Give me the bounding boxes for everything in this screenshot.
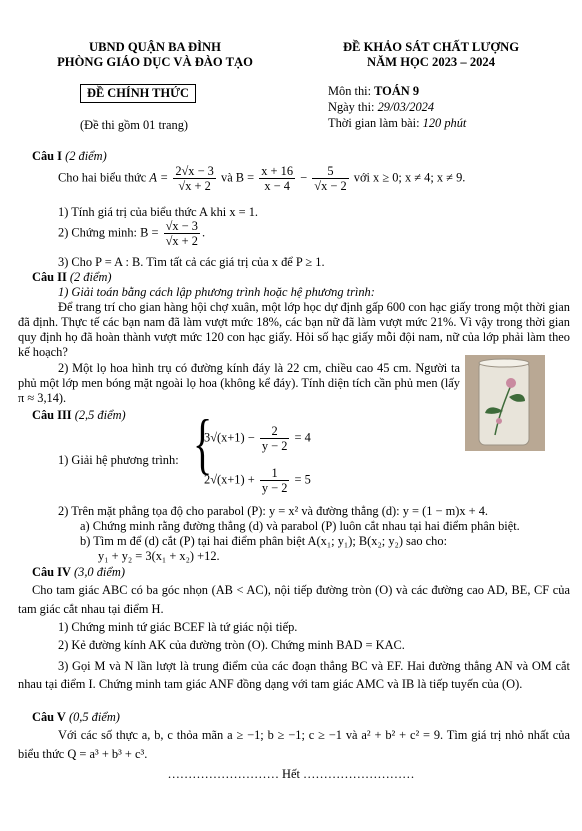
q3-part2a: a) Chứng minh rằng đường thẳng (d) và parabol (P) luôn cắt nhau tại hai điểm phân biệt.	[80, 519, 520, 533]
header-left-line2: PHÒNG GIÁO DỤC VÀ ĐÀO TẠO	[57, 55, 253, 69]
q4-intro: Cho tam giác ABC có ba góc nhọn (AB < AC), nội tiếp đường tròn (O) và các đường cao AD, BE, CF của tam giác cắt nhau tại điểm H.	[18, 583, 570, 616]
q3-part2b: b) Tìm m để (d) cắt (P) tại hai điểm phân biệt A(x₁; y₁); B(x₂; y₂) sao cho:	[80, 534, 448, 548]
q5-title: Câu V (0,5 điểm)	[32, 710, 120, 724]
q2-text2: 2) Một lọ hoa hình trụ có đường kính đáy là 22 cm, chiều cao 45 cm. Người ta phủ một lớp men bóng mặt ngoài lọ hoa (không kể đáy). Tính diện tích cần phủ men (lấy π ≈ 3,14).	[18, 361, 460, 405]
q3-part2b-eq: y₁ + y₂ = 3(x₁ + x₂) +12.	[98, 549, 220, 563]
q3-eq1: 3√(x+1) − $\frac{2}{y - 2}$ = 4	[204, 424, 311, 453]
official-badge: ĐỀ CHÍNH THỨC	[80, 84, 196, 103]
system-brace: {	[193, 404, 213, 482]
vase-image	[465, 355, 545, 451]
q3-part1: 1) Giải hệ phương trình:	[58, 453, 179, 467]
header-right-line1: ĐỀ KHẢO SÁT CHẤT LƯỢNG	[342, 40, 520, 54]
q4-part1: 1) Chứng minh tứ giác BCEF là tứ giác nội tiếp.	[58, 620, 298, 634]
header-right-line2: NĂM HỌC 2023 – 2024	[366, 55, 496, 69]
q1-part2: 2) Chứng minh: B = $\frac{√x - 3}{√x + 2}$ .	[58, 219, 206, 248]
q4-part2: 2) Kẻ đường kính AK của đường tròn (O). Chứng minh BAD = KAC.	[58, 638, 405, 652]
q1-expressions: Cho hai biểu thức A = $\frac{2√x - 3}{√x + 2}$ và B = $\frac{x + 16}{x - 4}$ − $\frac{5}{√x - 2}$ với x ≥ 0; x ≠ 4; x ≠ 9.	[58, 164, 466, 193]
q3-title: Câu III (2,5 điểm)	[32, 408, 126, 422]
q3-part2: 2) Trên mặt phẳng tọa độ cho parabol (P): y = x² và đường thẳng (d): y = (1 − m)x + 4.	[58, 504, 489, 518]
subject-line: Môn thi: TOÁN 9	[328, 84, 420, 98]
page-count: (Đề thi gồm 01 trang)	[80, 118, 189, 132]
date-line: Ngày thi: 29/03/2024	[328, 100, 435, 114]
q1-part3: 3) Cho P = A : B. Tìm tất cả các giá trị của x để P ≥ 1.	[58, 255, 325, 269]
q2-sub1: 1) Giải toán bằng cách lập phương trình hoặc hệ phương trình:	[58, 285, 375, 299]
q5-text: Với các số thực a, b, c thỏa mãn a ≥ −1; b ≥ −1; c ≥ −1 và a² + b² + c² = 9. Tìm giá trị nhỏ nhất của biểu thức Q = a³ + b³ + c³.	[18, 728, 570, 761]
time-line: Thời gian làm bài: 120 phút	[328, 116, 467, 130]
q1-title: Câu I (2 điểm)	[32, 149, 107, 163]
q4-part3: 3) Gọi M và N lần lượt là trung điểm của các đoạn thẳng BC và EF. Hai đường thẳng AN và OM cắt nhau tại điểm I. Chứng minh tam giác ANF đồng dạng với tam giác AMC và IB là tiếp tuyến của (O).	[18, 659, 570, 691]
q2-title: Câu II (2 điểm)	[32, 270, 112, 284]
q1-part1: 1) Tính giá trị của biểu thức A khi x = 1.	[58, 205, 258, 219]
q4-title: Câu IV (3,0 điểm)	[32, 565, 125, 579]
q3-eq2: 2√(x+1) + $\frac{1}{y - 2}$ = 5	[204, 466, 311, 495]
end-marker: ……………………… Hết ………………………	[167, 767, 415, 781]
q2-text1: Để trang trí cho gian hàng hội chợ xuân, một lớp học dự định gấp 600 con hạc giấy trong một thời gian đã định. Thực tế các bạn nam đã làm vượt mức 18%, các bạn nữ đã làm vượt mức 21%. Vì vậy trong thời gian quy định họ đã hoàn thành vượt mức 120 con hạc giấy. Hỏi số hạc giấy mỗi đội nam, nữ của lớp phải làm theo kế hoạch?	[18, 300, 570, 359]
header-left-line1: UBND QUẬN BA ĐÌNH	[89, 40, 221, 54]
